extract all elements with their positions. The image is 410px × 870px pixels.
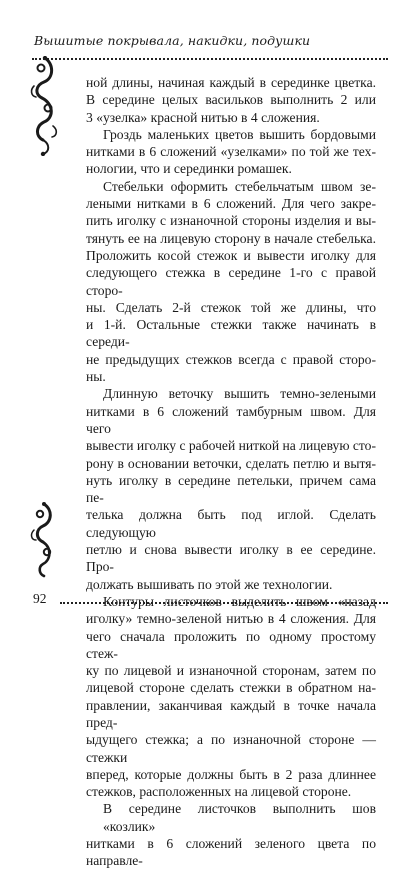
page-number: 92: [33, 591, 47, 606]
text-line: стежков, расположенных на лицевой стороне.: [86, 784, 352, 800]
text-line: следующего стежка в середине 1-го с правой сторо-: [86, 265, 376, 298]
text-line: Гроздь маленьких цветов вышить бордовыми: [103, 126, 376, 142]
text-line: нитками в 6 сложений зеленого цвета по направле-: [86, 836, 376, 869]
text-line: нитками в 6 сложений тамбурным швом. Для чего: [86, 403, 376, 436]
text-line: рону в основании веточки, сделать петлю и вытя-: [86, 455, 376, 471]
text-line: нуть иголку в середине петельки, причем сама пе-: [86, 472, 376, 506]
text-line: телька должна быть под иглой. Сделать следующую: [86, 507, 376, 540]
text-line: не предыдущих стежков всегда с правой сторо-: [86, 351, 376, 367]
text-line: Проложить косой стежок и вывести иголку для: [86, 247, 376, 263]
text-line: ку по лицевой и изнаночной сторонам, затем по: [86, 663, 376, 679]
text-line: Длинную веточку вышить темно-зелеными: [103, 386, 376, 402]
body-text: [86, 74, 376, 870]
flourish-ornament-bottom: [29, 502, 59, 583]
text-line: и 1-й. Остальные стежки также начинать в середи-: [86, 317, 376, 350]
text-line: ыдущего стежка; а по изнаночной стороне — стежки: [86, 732, 376, 765]
text-line: иголку» темно-зеленой нитью в 4 сложения. Для: [86, 611, 376, 627]
text-line: чего сначала проложить по одному простому стеж-: [86, 628, 376, 661]
text-line: Контуры листочков выделить швом «назад: [103, 593, 376, 609]
text-line: вывести иголку с рабочей ниткой на лицевую сто-: [86, 438, 376, 454]
text-line: ной длины, начиная каждый в серединке цветка.: [86, 75, 376, 90]
text-line: нитками в 6 сложений «узелками» по той же тех-: [86, 144, 376, 160]
text-line: ны.: [86, 369, 106, 385]
flourish-ornament-top: [28, 56, 62, 161]
text-line: должать вышивать по этой же технологии.: [86, 576, 333, 592]
header-dotted-rule: [32, 58, 388, 60]
running-title: Вышитые покрывала, накидки, подушки: [34, 33, 311, 48]
text-line: тянуть ее на лицевую сторону в начале стебелька.: [86, 230, 376, 246]
text-line: В середине листочков выполнить шов «козлик»: [103, 801, 376, 834]
footer-dotted-rule: [60, 602, 388, 604]
text-line: В середине целых васильков выполнить 2 или: [86, 92, 376, 108]
text-line: лицевой стороне сделать стежки в обратном на-: [86, 680, 376, 696]
text-line: 3 «узелка» красной нитью в 4 сложения.: [86, 109, 320, 125]
text-line: петлю и снова вывести иголку в ее середине. Про-: [86, 542, 376, 575]
text-line: пить иголку с изнаночной стороны изделия и вы-: [86, 213, 376, 229]
text-line: нологии, что и серединки ромашек.: [86, 161, 292, 177]
text-line: Стебельки оформить стебельчатым швом зе-: [103, 178, 376, 194]
text-line: ны. Сделать 2-й стежок той же длины, что: [86, 299, 376, 315]
text-line: леными нитками в 6 сложений. Для чего закре-: [86, 196, 376, 212]
text-line: правлении, заканчивая каждый в точке начала пред-: [86, 697, 376, 730]
text-line: вперед, которые должны быть в 2 раза длиннее: [86, 766, 376, 782]
